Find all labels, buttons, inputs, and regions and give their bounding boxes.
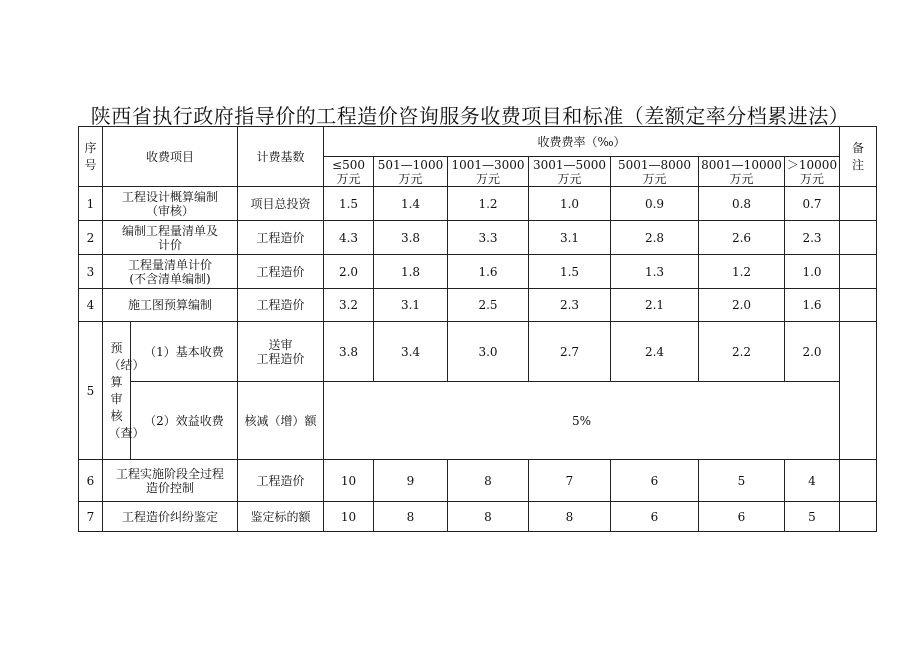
header-row [79, 127, 877, 157]
rate-cell: 2.4 [611, 322, 699, 382]
remark-cell [840, 502, 877, 532]
row-base: 工程造价 [238, 289, 324, 322]
rate-cell: 8 [448, 460, 529, 502]
rate-cell: 1.8 [374, 255, 448, 289]
rate-cell: 3.2 [324, 289, 374, 322]
row-seq: 5 [79, 322, 103, 460]
row-item: 工程实施阶段全过程 造价控制 [103, 460, 238, 502]
row5-sub1-item: （1）基本收费 [131, 322, 238, 382]
rate-cell: 4.3 [324, 221, 374, 255]
rate-cell: 3.3 [448, 221, 529, 255]
rate-cell: 3.8 [324, 322, 374, 382]
table-row [79, 460, 877, 502]
row5-sub1-base: 送审 工程造价 [238, 322, 324, 382]
rate-cell: 1.0 [785, 255, 840, 289]
rate-cell: 2.3 [785, 221, 840, 255]
row-base: 工程造价 [238, 255, 324, 289]
rate-cell: 6 [611, 460, 699, 502]
rate-cell: 8 [448, 502, 529, 532]
row-item: 施工图预算编制 [103, 289, 238, 322]
table-row [79, 221, 877, 255]
rate-cell: 3.1 [374, 289, 448, 322]
rate-cell: 8 [374, 502, 448, 532]
remark-cell [840, 255, 877, 289]
rate-cell: 5 [699, 460, 785, 502]
rate-cell: 2.2 [699, 322, 785, 382]
header-remark: 备注 [840, 127, 877, 187]
tier-header: 1001—3000 万元 [448, 157, 529, 187]
table-row [79, 255, 877, 289]
row5-group-label: 预（结）算审核（查） [103, 322, 131, 460]
rate-cell: 1.4 [374, 187, 448, 221]
rate-cell: 0.9 [611, 187, 699, 221]
rate-cell: 1.6 [448, 255, 529, 289]
rate-cell: 3.4 [374, 322, 448, 382]
header-rate: 收费费率（‰） [324, 127, 840, 157]
document-title: 陕西省执行政府指导价的工程造价咨询服务收费项目和标准（差额定率分档累进法） [90, 104, 850, 128]
header-seq: 序号 [79, 127, 103, 187]
rate-cell: 10 [324, 460, 374, 502]
header-item: 收费项目 [103, 127, 238, 187]
remark-cell [840, 460, 877, 502]
row-seq: 2 [79, 221, 103, 255]
rate-cell: 1.2 [448, 187, 529, 221]
row-seq: 7 [79, 502, 103, 532]
fee-table [78, 126, 877, 532]
rate-cell: 1.6 [785, 289, 840, 322]
row5-sub2-rate: 5% [324, 382, 840, 460]
rate-cell: 2.0 [699, 289, 785, 322]
rate-cell: 8 [529, 502, 611, 532]
remark-cell [840, 322, 877, 460]
rate-cell: 7 [529, 460, 611, 502]
header-base: 计费基数 [238, 127, 324, 187]
rate-cell: 2.3 [529, 289, 611, 322]
rate-cell: 6 [611, 502, 699, 532]
rate-cell: 1.3 [611, 255, 699, 289]
tier-header: ≤500 万元 [324, 157, 374, 187]
rate-cell: 0.8 [699, 187, 785, 221]
row5-sub2-item: （2）效益收费 [131, 382, 238, 460]
rate-cell: 3.8 [374, 221, 448, 255]
row-item: 工程设计概算编制 （审核） [103, 187, 238, 221]
table-row [79, 322, 877, 382]
tier-header: 8001—10000 万元 [699, 157, 785, 187]
row-base: 工程造价 [238, 221, 324, 255]
tier-header: 501—1000 万元 [374, 157, 448, 187]
row-item: 工程量清单计价 (不含清单编制) [103, 255, 238, 289]
remark-cell [840, 289, 877, 322]
table-row [79, 502, 877, 532]
remark-cell [840, 221, 877, 255]
rate-cell: 2.8 [611, 221, 699, 255]
tier-header: 3001—5000 万元 [529, 157, 611, 187]
table-row [79, 382, 877, 460]
row-seq: 4 [79, 289, 103, 322]
row-base: 鉴定标的额 [238, 502, 324, 532]
rate-cell: 6 [699, 502, 785, 532]
rate-cell: 2.1 [611, 289, 699, 322]
rate-cell: 3.0 [448, 322, 529, 382]
rate-cell: 0.7 [785, 187, 840, 221]
rate-cell: 2.7 [529, 322, 611, 382]
row-seq: 3 [79, 255, 103, 289]
row-seq: 6 [79, 460, 103, 502]
remark-cell [840, 187, 877, 221]
table-row [79, 187, 877, 221]
rate-cell: 9 [374, 460, 448, 502]
rate-cell: 3.1 [529, 221, 611, 255]
row-seq: 1 [79, 187, 103, 221]
row-item: 工程造价纠纷鉴定 [103, 502, 238, 532]
rate-cell: 4 [785, 460, 840, 502]
rate-cell: 1.0 [529, 187, 611, 221]
rate-cell: 1.5 [324, 187, 374, 221]
rate-cell: 1.2 [699, 255, 785, 289]
tier-header: ＞10000 万元 [785, 157, 840, 187]
table-row [79, 289, 877, 322]
rate-cell: 2.6 [699, 221, 785, 255]
row-item: 编制工程量清单及 计价 [103, 221, 238, 255]
rate-cell: 5 [785, 502, 840, 532]
rate-cell: 2.0 [785, 322, 840, 382]
rate-cell: 2.0 [324, 255, 374, 289]
row5-sub2-base: 核减（增）额 [238, 382, 324, 460]
rate-cell: 1.5 [529, 255, 611, 289]
row-base: 工程造价 [238, 460, 324, 502]
rate-cell: 2.5 [448, 289, 529, 322]
tier-header: 5001—8000 万元 [611, 157, 699, 187]
rate-cell: 10 [324, 502, 374, 532]
row-base: 项目总投资 [238, 187, 324, 221]
